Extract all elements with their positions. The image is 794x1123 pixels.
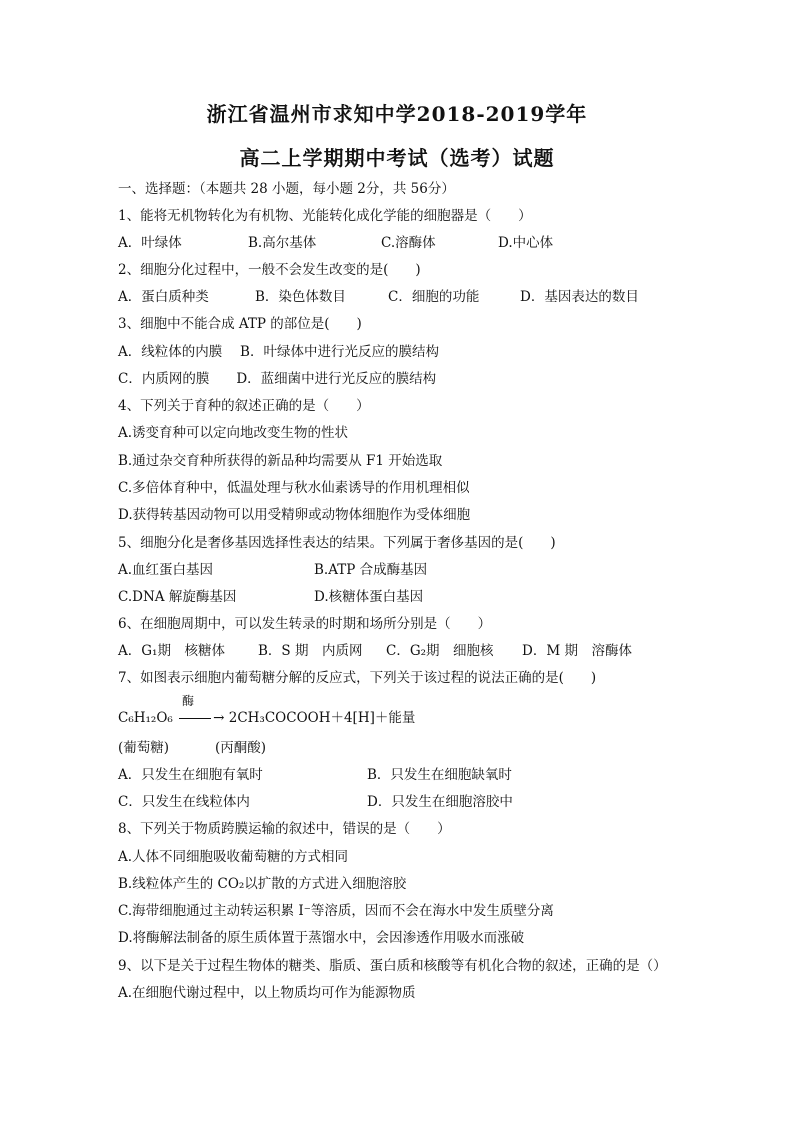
q8-option-c: C.海带细胞通过主动转运积累 I⁻等溶质，因而不会在海水中发生质壁分离	[118, 903, 554, 919]
q6-option-d: D．M 期 溶酶体	[522, 643, 632, 659]
pyruvate-label: (丙酮酸)	[215, 740, 267, 756]
q8-option-b: B.线粒体产生的 CO₂以扩散的方式进入细胞溶胶	[118, 876, 407, 892]
reaction-arrow-line	[179, 718, 211, 719]
question-8-stem: 8、下列关于物质跨膜运输的叙述中，错误的是（ ）	[118, 821, 451, 837]
q3-options-cd: C．内质网的膜 D．蓝细菌中进行光反应的膜结构	[118, 371, 437, 387]
reaction-equation	[118, 706, 415, 726]
enzyme-label: 酶	[182, 694, 195, 708]
question-9-stem: 9、以下是关于过程生物体的糖类、脂质、蛋白质和核酸等有机化合物的叙述，正确的是（）	[118, 958, 667, 974]
q1-option-d: D.中心体	[498, 235, 554, 251]
q6-option-b: B．S 期 内质网	[258, 643, 363, 659]
exam-title-line1: 浙江省温州市求知中学2018-2019学年	[206, 102, 588, 126]
q3-options-ab: A．线粒体的内膜 B．叶绿体中进行光反应的膜结构	[118, 344, 439, 360]
q5-option-d: D.核糖体蛋白基因	[314, 589, 424, 605]
question-5-stem: 5、细胞分化是奢侈基因选择性表达的结果。下列属于奢侈基因的是( )	[118, 535, 556, 551]
q5-option-a: A.血红蛋白基因	[118, 562, 214, 578]
q2-option-d: D．基因表达的数目	[520, 289, 639, 305]
q1-option-c: C.溶酶体	[381, 235, 436, 251]
q8-option-d: D.将酶解法制备的原生质体置于蒸馏水中，会因渗透作用吸水而涨破	[118, 930, 525, 946]
section-header: 一、选择题：（本题共 28 小题，每小题 2分，共 56分）	[118, 181, 455, 197]
question-2-stem: 2、细胞分化过程中，一般不会发生改变的是( )	[118, 262, 421, 278]
question-6-stem: 6、在细胞周期中，可以发生转录的时期和场所分别是（ ）	[118, 616, 492, 632]
question-4-stem: 4、下列关于育种的叙述正确的是（ ）	[118, 398, 370, 414]
question-7-stem: 7、如图表示细胞内葡萄糖分解的反应式，下列关于该过程的说法正确的是( )	[118, 670, 597, 686]
exam-title-line2: 高二上学期期中考试（选考）试题	[239, 146, 555, 170]
q1-option-a: A．叶绿体	[118, 235, 182, 251]
q2-option-c: C．细胞的功能	[388, 289, 480, 305]
q2-option-b: B．染色体数目	[255, 289, 346, 305]
reactant-formula: C₆H₁₂O₆	[118, 710, 173, 726]
q4-option-d: D.获得转基因动物可以用受精卵或动物体细胞作为受体细胞	[118, 507, 471, 523]
reaction-arrow-icon: →	[213, 710, 225, 726]
product-formula: 2CH₃COCOOH＋4[H]＋能量	[228, 710, 416, 726]
q2-option-a: A．蛋白质种类	[118, 289, 209, 305]
q4-option-c: C.多倍体育种中，低温处理与秋水仙素诱导的作用机理相似	[118, 480, 470, 496]
q7-option-c: C．只发生在线粒体内	[118, 794, 250, 810]
q5-option-b: B.ATP 合成酶基因	[314, 562, 428, 578]
q9-option-a: A.在细胞代谢过程中，以上物质均可作为能源物质	[118, 985, 416, 1001]
question-3-stem: 3、细胞中不能合成 ATP 的部位是( )	[118, 316, 362, 332]
q5-option-c: C.DNA 解旋酶基因	[118, 589, 237, 605]
q8-option-a: A.人体不同细胞吸收葡萄糖的方式相同	[118, 849, 349, 865]
q1-option-b: B.高尔基体	[248, 235, 317, 251]
question-1-stem: 1、能将无机物转化为有机物、光能转化成化学能的细胞器是（ ）	[118, 208, 532, 224]
q4-option-a: A.诱变育种可以定向地改变生物的性状	[118, 425, 349, 441]
q6-option-c: C．G₂期 细胞核	[386, 643, 494, 659]
q4-option-b: B.通过杂交育种所获得的新品种均需要从 F1 开始选取	[118, 453, 443, 469]
q6-option-a: A．G₁期 核糖体	[118, 643, 225, 659]
q7-option-d: D．只发生在细胞溶胶中	[367, 794, 513, 810]
q7-option-a: A．只发生在细胞有氧时	[118, 767, 263, 783]
q7-option-b: B．只发生在细胞缺氧时	[367, 767, 512, 783]
glucose-label: (葡萄糖)	[118, 740, 170, 756]
